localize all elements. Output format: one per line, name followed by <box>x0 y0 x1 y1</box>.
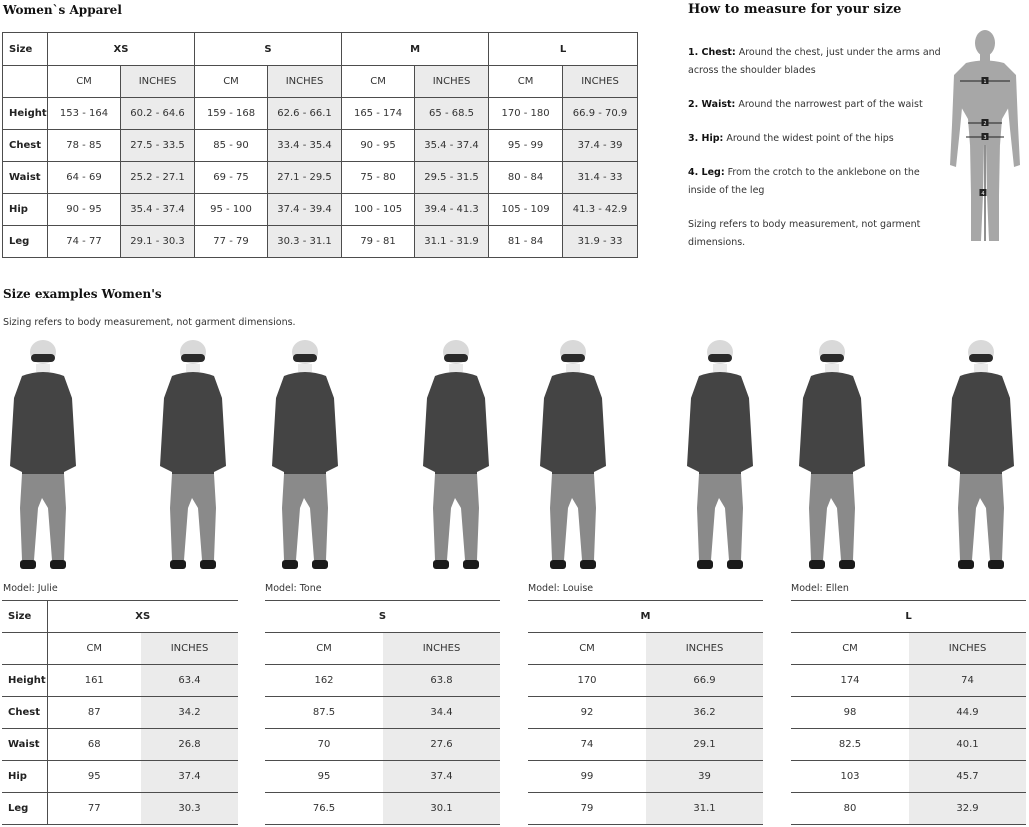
unit-empty-cell <box>2 633 47 665</box>
table-cell: 68 <box>47 729 141 761</box>
table-cell: 80 - 84 <box>489 162 563 194</box>
table-cell: 95 - 99 <box>489 130 563 162</box>
howto-title: How to measure for your size <box>688 2 902 17</box>
model-name-julie: Model: Julie <box>3 583 58 594</box>
unit-inches: INCHES <box>121 66 195 98</box>
table-cell: 40.1 <box>909 729 1026 761</box>
model-photo-ellen-side <box>789 338 875 573</box>
unit-inches: INCHES <box>646 633 763 665</box>
table-row <box>2 793 238 825</box>
size-chart-table <box>2 32 638 258</box>
table-cell: 39 <box>646 761 763 793</box>
howto-text: Around the narrowest part of the waist <box>735 99 923 110</box>
table-cell: 70 <box>265 729 383 761</box>
table-cell: 34.4 <box>383 697 500 729</box>
apparel-title: Women`s Apparel <box>3 3 122 17</box>
row-label: Waist <box>2 729 47 761</box>
table-cell: 44.9 <box>909 697 1026 729</box>
table-cell: 37.4 - 39.4 <box>268 194 342 226</box>
model-photo-ellen-front <box>938 338 1024 573</box>
howto-term: 3. Hip: <box>688 133 724 144</box>
unit-empty-cell <box>3 66 48 98</box>
table-cell: 35.4 - 37.4 <box>415 130 489 162</box>
table-cell: 77 - 79 <box>195 226 268 258</box>
table-cell: 63.4 <box>141 665 238 697</box>
model-name-louise: Model: Louise <box>528 583 594 594</box>
table-row <box>2 761 238 793</box>
figure-marker-4: 4 <box>981 190 985 197</box>
table-row <box>2 633 238 665</box>
table-cell: 76.5 <box>265 793 383 825</box>
howto-term: 1. Chest: <box>688 47 736 58</box>
examples-note: Sizing refers to body measurement, not garment dimensions. <box>3 317 296 328</box>
table-cell: 66.9 - 70.9 <box>563 98 638 130</box>
table-cell: 30.3 <box>141 793 238 825</box>
table-row <box>265 761 500 793</box>
table-row <box>265 793 500 825</box>
table-row <box>265 729 500 761</box>
table-cell: 153 - 164 <box>48 98 121 130</box>
table-cell: 78 - 85 <box>48 130 121 162</box>
model-size: L <box>791 601 1026 633</box>
table-row <box>791 633 1026 665</box>
table-cell: 92 <box>528 697 646 729</box>
table-cell: 35.4 - 37.4 <box>121 194 195 226</box>
model-photo-julie-side <box>0 338 86 573</box>
howto-term: 2. Waist: <box>688 99 736 110</box>
table-cell: 36.2 <box>646 697 763 729</box>
table-cell: 98 <box>791 697 909 729</box>
table-row <box>528 601 763 633</box>
unit-cm: CM <box>47 633 141 665</box>
table-cell: 170 <box>528 665 646 697</box>
model-photo-tone-front <box>413 338 499 573</box>
model-table-julie <box>2 600 238 825</box>
table-row <box>265 633 500 665</box>
row-label: Hip <box>2 761 47 793</box>
table-cell: 79 <box>528 793 646 825</box>
table-row <box>528 793 763 825</box>
table-row <box>791 729 1026 761</box>
table-cell: 29.1 <box>646 729 763 761</box>
table-row <box>528 761 763 793</box>
model-name-tone: Model: Tone <box>265 583 322 594</box>
table-cell: 95 - 100 <box>195 194 268 226</box>
unit-cm: CM <box>195 66 268 98</box>
howto-term: 4. Leg: <box>688 167 725 178</box>
row-label: Chest <box>3 130 48 162</box>
howto-text: Around the widest point of the hips <box>723 133 894 144</box>
table-row <box>3 130 638 162</box>
model-table-tone <box>265 600 500 825</box>
row-label: Height <box>3 98 48 130</box>
table-row <box>791 761 1026 793</box>
table-cell: 159 - 168 <box>195 98 268 130</box>
table-row <box>528 729 763 761</box>
table-cell: 37.4 <box>141 761 238 793</box>
unit-cm: CM <box>791 633 909 665</box>
table-cell: 174 <box>791 665 909 697</box>
table-cell: 99 <box>528 761 646 793</box>
unit-cm: CM <box>528 633 646 665</box>
table-cell: 30.1 <box>383 793 500 825</box>
size-l-header: L <box>489 33 638 66</box>
model-size: XS <box>47 601 238 633</box>
table-cell: 27.5 - 33.5 <box>121 130 195 162</box>
unit-inches: INCHES <box>141 633 238 665</box>
size-m-header: M <box>342 33 489 66</box>
table-row <box>791 697 1026 729</box>
size-label: Size <box>3 33 48 66</box>
table-cell: 64 - 69 <box>48 162 121 194</box>
table-cell: 37.4 - 39 <box>563 130 638 162</box>
table-row <box>265 697 500 729</box>
table-row <box>528 633 763 665</box>
table-cell: 30.3 - 31.1 <box>268 226 342 258</box>
table-cell: 66.9 <box>646 665 763 697</box>
row-label: Height <box>2 665 47 697</box>
table-cell: 29.5 - 31.5 <box>415 162 489 194</box>
size-header-row <box>3 33 638 66</box>
unit-cm: CM <box>48 66 121 98</box>
table-cell: 95 <box>47 761 141 793</box>
table-cell: 87 <box>47 697 141 729</box>
table-row <box>3 226 638 258</box>
size-label: Size <box>2 601 47 633</box>
table-cell: 25.2 - 27.1 <box>121 162 195 194</box>
table-cell: 90 - 95 <box>48 194 121 226</box>
row-label: Hip <box>3 194 48 226</box>
table-row <box>3 194 638 226</box>
table-cell: 41.3 - 42.9 <box>563 194 638 226</box>
table-cell: 81 - 84 <box>489 226 563 258</box>
unit-inches: INCHES <box>415 66 489 98</box>
table-cell: 82.5 <box>791 729 909 761</box>
size-s-header: S <box>195 33 342 66</box>
model-table-louise <box>528 600 763 825</box>
howto-leg <box>688 164 946 200</box>
table-cell: 69 - 75 <box>195 162 268 194</box>
table-row <box>2 729 238 761</box>
unit-inches: INCHES <box>563 66 638 98</box>
table-cell: 45.7 <box>909 761 1026 793</box>
unit-inches: INCHES <box>268 66 342 98</box>
table-cell: 26.8 <box>141 729 238 761</box>
table-cell: 103 <box>791 761 909 793</box>
table-row <box>265 601 500 633</box>
table-cell: 31.4 - 33 <box>563 162 638 194</box>
table-cell: 80 <box>791 793 909 825</box>
table-row <box>791 793 1026 825</box>
model-table-ellen <box>791 600 1026 825</box>
table-cell: 170 - 180 <box>489 98 563 130</box>
unit-inches: INCHES <box>383 633 500 665</box>
howto-hip <box>688 130 946 148</box>
examples-title: Size examples Women's <box>3 287 162 301</box>
model-photo-tone-side <box>262 338 348 573</box>
table-cell: 65 - 68.5 <box>415 98 489 130</box>
table-cell: 34.2 <box>141 697 238 729</box>
unit-cm: CM <box>489 66 563 98</box>
table-cell: 90 - 95 <box>342 130 415 162</box>
table-cell: 79 - 81 <box>342 226 415 258</box>
table-cell: 95 <box>265 761 383 793</box>
howto-text: Around the chest, just under the arms and across the shoulder blades <box>688 47 941 76</box>
table-cell: 33.4 - 35.4 <box>268 130 342 162</box>
table-cell: 60.2 - 64.6 <box>121 98 195 130</box>
table-row <box>2 697 238 729</box>
table-cell: 29.1 - 30.3 <box>121 226 195 258</box>
table-row <box>791 601 1026 633</box>
table-cell: 74 <box>909 665 1026 697</box>
model-photo-louise-front <box>677 338 763 573</box>
table-row <box>2 665 238 697</box>
table-row <box>3 162 638 194</box>
table-row <box>791 665 1026 697</box>
unit-cm: CM <box>342 66 415 98</box>
howto-text: From the crotch to the anklebone on the inside of the leg <box>688 167 920 196</box>
table-cell: 74 <box>528 729 646 761</box>
table-cell: 87.5 <box>265 697 383 729</box>
table-row <box>3 98 638 130</box>
row-label: Chest <box>2 697 47 729</box>
size-xs-header: XS <box>48 33 195 66</box>
unit-header-row <box>3 66 638 98</box>
row-label: Leg <box>2 793 47 825</box>
table-cell: 63.8 <box>383 665 500 697</box>
unit-inches: INCHES <box>909 633 1026 665</box>
unit-cm: CM <box>265 633 383 665</box>
table-cell: 31.1 - 31.9 <box>415 226 489 258</box>
model-photo-louise-side <box>530 338 616 573</box>
table-cell: 100 - 105 <box>342 194 415 226</box>
table-cell: 37.4 <box>383 761 500 793</box>
table-cell: 165 - 174 <box>342 98 415 130</box>
row-label: Waist <box>3 162 48 194</box>
table-cell: 27.1 - 29.5 <box>268 162 342 194</box>
table-cell: 27.6 <box>383 729 500 761</box>
table-row <box>528 697 763 729</box>
table-row <box>265 665 500 697</box>
model-name-ellen: Model: Ellen <box>791 583 849 594</box>
table-cell: 105 - 109 <box>489 194 563 226</box>
table-cell: 62.6 - 66.1 <box>268 98 342 130</box>
table-cell: 31.9 - 33 <box>563 226 638 258</box>
howto-chest <box>688 44 946 80</box>
body-measure-figure <box>940 25 1025 250</box>
row-label: Leg <box>3 226 48 258</box>
table-cell: 31.1 <box>646 793 763 825</box>
howto-note: Sizing refers to body measurement, not garment dimensions. <box>688 219 921 248</box>
model-size: M <box>528 601 763 633</box>
table-row <box>528 665 763 697</box>
table-cell: 162 <box>265 665 383 697</box>
table-cell: 77 <box>47 793 141 825</box>
table-cell: 32.9 <box>909 793 1026 825</box>
model-size: S <box>265 601 500 633</box>
howto-waist <box>688 96 946 114</box>
figure-marker-3: 3 <box>983 134 987 141</box>
table-cell: 161 <box>47 665 141 697</box>
table-cell: 75 - 80 <box>342 162 415 194</box>
table-cell: 85 - 90 <box>195 130 268 162</box>
figure-marker-2: 2 <box>983 120 987 127</box>
table-cell: 74 - 77 <box>48 226 121 258</box>
figure-marker-1: 1 <box>983 78 987 85</box>
table-row <box>2 601 238 633</box>
table-cell: 39.4 - 41.3 <box>415 194 489 226</box>
model-photo-julie-front <box>150 338 236 573</box>
